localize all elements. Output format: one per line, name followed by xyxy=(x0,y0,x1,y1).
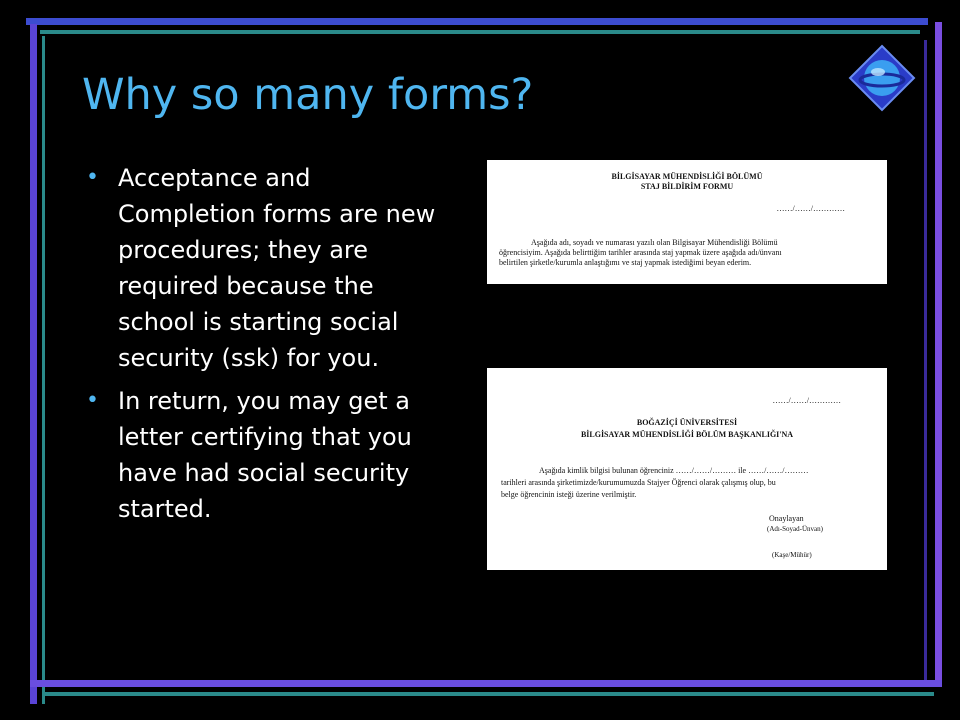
form2-date: ……/……/………… xyxy=(772,396,841,405)
form2-body-3: belge öğrencinin isteği üzerine verilmiştir. xyxy=(501,490,637,499)
form1-body-2: öğrencisiyim. Aşağıda belirttiğim tarihler arasında staj yapmak üzere aşağıda adı/ünvanı xyxy=(499,248,782,257)
bullet-list xyxy=(82,160,454,534)
form-image-completion xyxy=(487,368,887,570)
form1-date: ……/……/………… xyxy=(776,204,845,213)
form2-body-2: tarihleri arasında şirketimizde/kurumumuzda Stajyer Öğrenci olarak çalışmış olup, bu xyxy=(501,478,776,487)
form-image-staj-bildirim xyxy=(487,160,887,284)
frame-left-bar xyxy=(30,24,37,704)
bullet-text: Acceptance and Completion forms are new procedures; they are required because the school is starting social security (ssk) for you. xyxy=(118,164,436,372)
frame-bottom-bar xyxy=(30,680,942,687)
bullet-dot-icon: • xyxy=(86,165,99,190)
bullet-text: In return, you may get a letter certifying that you have had social security started. xyxy=(118,387,412,523)
form2-stamp-label: (Kaşe/Mühür) xyxy=(772,551,812,559)
frame-left-bar-inner xyxy=(42,36,45,704)
slide-title: Why so many forms? xyxy=(82,70,534,120)
form2-heading-2: BİLGİSAYAR MÜHENDİSLİĞİ BÖLÜM BAŞKANLIĞI'NA xyxy=(580,430,794,439)
form1-heading-1: BİLGİSAYAR MÜHENDİSLİĞİ BÖLÜMÜ xyxy=(611,172,763,181)
frame-bottom-bar-inner xyxy=(44,692,934,696)
form2-approver-fields: (Adı-Soyad-Ünvan) xyxy=(767,525,823,533)
bullet-item xyxy=(82,160,454,376)
form2-body-1: Aşağıda kimlik bilgisi bulunan öğrenciniz ……/……/……… ile ……/……/……… xyxy=(539,466,809,475)
form2-heading-1: BOĞAZİÇİ ÜNİVERSİTESİ xyxy=(636,418,738,427)
bullet-item xyxy=(82,383,454,527)
blue-orb-diamond-icon xyxy=(848,44,916,112)
form1-heading-2: STAJ BİLDİRİM FORMU xyxy=(640,182,734,191)
form2-approver-label: Onaylayan xyxy=(769,514,804,523)
form1-body-1: Aşağıda adı, soyadı ve numarası yazılı olan Bilgisayar Mühendisliği Bölümü xyxy=(531,238,778,247)
frame-right-bar xyxy=(935,22,942,680)
frame-right-bar-inner xyxy=(924,40,927,680)
bullet-dot-icon: • xyxy=(86,388,99,413)
form1-body-3: belirtilen şirketle/kurumla anlaştığımı ve staj yapmak istediğimi beyan ederim. xyxy=(499,258,752,267)
frame-top-bar xyxy=(26,18,928,25)
frame-top-bar-inner xyxy=(40,30,920,34)
